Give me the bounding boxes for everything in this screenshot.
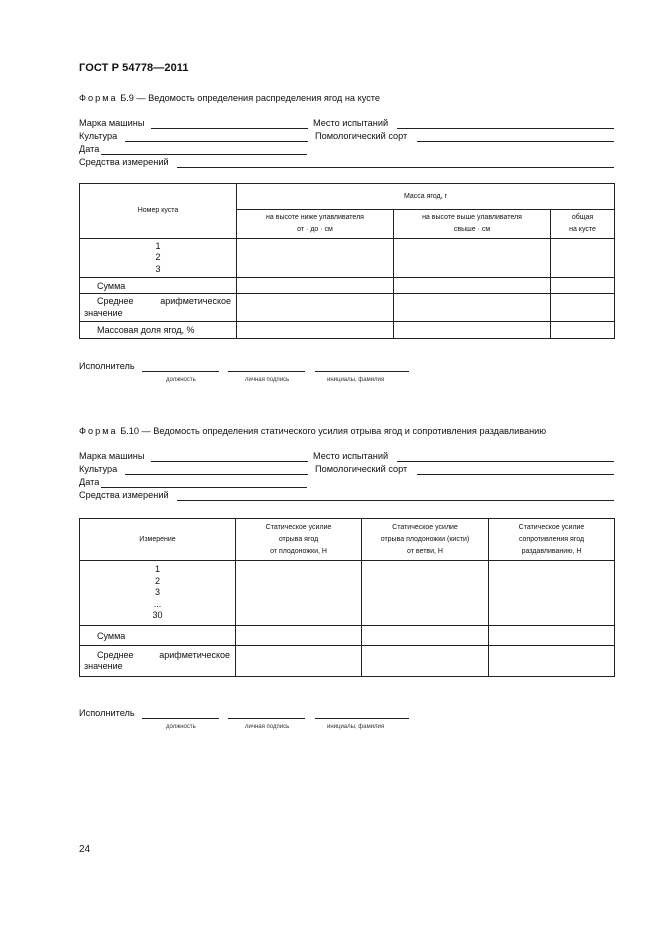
b9-cell-total-mean[interactable] (551, 294, 615, 322)
b10-cell-crush-sum[interactable] (489, 626, 615, 646)
b9-cell-above-sum[interactable] (394, 278, 551, 294)
b9-header-below-line1: на высоте ниже улавливателя (266, 214, 364, 221)
b9-caption-position: должность (166, 377, 196, 383)
form-b9-place-label: Место испытаний (313, 118, 389, 128)
form-b9-row-culture (79, 131, 614, 143)
b9-cell-above-mean[interactable] (394, 294, 551, 322)
b9-row-mass-share: Массовая доля ягод, % (80, 322, 237, 339)
form-b10-row-instruments (79, 490, 614, 502)
table-row (80, 626, 615, 646)
b9-header-total (551, 210, 615, 239)
form-b10-culture-label: Культура (79, 464, 118, 474)
b10-row-num-2: 2 (154, 575, 160, 586)
b10-header-measurement: Измерение (80, 519, 236, 561)
b9-cell-total-sum[interactable] (551, 278, 615, 294)
form-b10-instruments-field[interactable] (177, 490, 614, 501)
table-row (80, 561, 615, 626)
table-row (80, 278, 615, 294)
form-b9-machine-label: Марка машины (79, 118, 145, 128)
b10-header-crush-l3: раздавливанию, Н (521, 547, 582, 555)
form-b10-table (79, 518, 615, 677)
form-b10-instruments-label: Средства измерений (79, 490, 169, 500)
form-b10-place-label: Место испытаний (313, 451, 389, 461)
b10-caption-position: должность (166, 724, 196, 730)
b10-header-force-branch-l1: Статическое усилие (392, 523, 458, 531)
b9-row-mean-word2: арифметическое (160, 296, 231, 306)
b9-signature-field[interactable] (228, 361, 305, 372)
b10-row-num-1: 1 (154, 564, 160, 575)
form-b9-culture-field[interactable] (125, 131, 308, 142)
b10-header-crush-l1: Статическое усилие (518, 523, 585, 531)
b10-cell-crush-mean[interactable] (489, 646, 615, 677)
b9-executor-label: Исполнитель (79, 361, 135, 371)
b10-caption-signature: личная подпись (245, 724, 290, 730)
b9-position-field[interactable] (142, 361, 219, 372)
b9-cell-total-1[interactable] (551, 239, 615, 278)
b9-cell-below-1[interactable] (237, 239, 394, 278)
form-b9-title-text: Б.9 — Ведомость определения распределения ягод на кусте (117, 93, 380, 103)
form-b9-row-date (79, 144, 614, 156)
b9-caption-initials: инициалы, фамилия (327, 377, 385, 383)
b9-row-numbers (80, 239, 237, 278)
b10-row-num-3: 3 (154, 587, 160, 598)
b10-cell-branch-sum[interactable] (362, 626, 489, 646)
b10-header-crush-l2: сопротивления ягод (518, 535, 585, 543)
b9-header-bush-number: Номер куста (80, 184, 237, 239)
b9-row-num-3: 3 (155, 263, 161, 274)
b10-header-force-stalk (236, 519, 362, 561)
form-b9-date-label: Дата (79, 144, 100, 154)
form-b10-machine-label: Марка машины (79, 451, 145, 461)
b10-caption-initials: инициалы, фамилия (327, 724, 385, 730)
b9-header-below-catcher (237, 210, 394, 239)
b9-cell-above-share[interactable] (394, 322, 551, 339)
b9-row-mean-line2: значение (84, 307, 123, 318)
b9-caption-signature: личная подпись (245, 377, 290, 383)
b10-row-mean (80, 646, 236, 677)
b9-cell-below-mean[interactable] (237, 294, 394, 322)
form-b9-row-instruments (79, 157, 614, 169)
form-b9-date-field[interactable] (101, 144, 307, 155)
b9-header-above-line2: свыше · см (453, 226, 491, 233)
b10-row-sum: Сумма (80, 626, 236, 646)
form-b10-row-machine (79, 451, 614, 463)
form-b9-title-prefix: Форма (79, 93, 118, 103)
b10-header-force-stalk-l1: Статическое усилие (265, 523, 332, 531)
b10-row-numbers (80, 561, 236, 626)
form-b10-culture-field[interactable] (125, 464, 308, 475)
b9-row-mean (80, 294, 237, 322)
b10-cell-branch-values[interactable] (362, 561, 489, 626)
form-b9-variety-label: Помологический сорт (315, 131, 408, 141)
b9-row-num-1: 1 (155, 240, 161, 251)
b9-cell-total-share[interactable] (551, 322, 615, 339)
b10-row-mean-word1: Среднее (97, 649, 134, 660)
form-b10-variety-label: Помологический сорт (315, 464, 408, 474)
form-b9-machine-field[interactable] (151, 118, 308, 129)
b9-header-mass-group: Масса ягод, г (237, 184, 615, 210)
page-number: 24 (79, 844, 91, 855)
b10-cell-stalk-values[interactable] (236, 561, 362, 626)
form-b9-place-field[interactable] (397, 118, 614, 129)
b9-row-sum: Сумма (80, 278, 237, 294)
form-b9-culture-label: Культура (79, 131, 118, 141)
form-b10-title (79, 426, 546, 436)
b9-header-total-line2: на кусте (569, 226, 596, 233)
b10-header-force-stalk-l2: отрыва ягод (278, 535, 319, 543)
b9-cell-above-1[interactable] (394, 239, 551, 278)
form-b9-title (79, 93, 380, 103)
b9-initials-field[interactable] (315, 361, 409, 372)
b9-header-above-catcher (394, 210, 551, 239)
b9-row-mean-word1: Среднее (97, 296, 134, 306)
b9-cell-below-share[interactable] (237, 322, 394, 339)
b10-signature-field[interactable] (228, 708, 305, 719)
b10-cell-stalk-sum[interactable] (236, 626, 362, 646)
table-row (80, 322, 615, 339)
b9-header-below-line2: от · до · см (297, 226, 333, 233)
b10-header-force-stalk-l3: от плодоножки, Н (270, 547, 327, 555)
form-b9-variety-field[interactable] (417, 131, 614, 142)
document-header: ГОСТ Р 54778—2011 (79, 62, 189, 74)
form-b10-variety-field[interactable] (417, 464, 614, 475)
b9-header-above-line1: на высоте выше улавливателя (422, 214, 522, 221)
form-b10-date-field[interactable] (101, 477, 307, 488)
form-b9-instruments-label: Средства измерений (79, 157, 169, 167)
b10-header-force-branch-l2: отрыва плодоножки (кисти) (380, 535, 470, 543)
form-b9-instruments-field[interactable] (177, 157, 614, 168)
b10-executor-label: Исполнитель (79, 708, 135, 718)
form-b10-title-prefix: Форма (79, 426, 118, 436)
b10-cell-crush-values[interactable] (489, 561, 615, 626)
b9-cell-below-sum[interactable] (237, 278, 394, 294)
b10-row-mean-line2: значение (84, 661, 123, 671)
form-b10-machine-field[interactable] (151, 451, 308, 462)
form-b10-row-date (79, 477, 614, 489)
b10-row-num-30: 30 (152, 610, 163, 621)
b10-row-num-ellipsis: ... (153, 598, 162, 609)
b9-header-total-line1: общая (571, 214, 594, 221)
form-b10-place-field[interactable] (397, 451, 614, 462)
form-b9-table (79, 183, 615, 339)
b10-header-force-branch (362, 519, 489, 561)
b10-position-field[interactable] (142, 708, 219, 719)
form-b10-row-culture (79, 464, 614, 476)
form-b10-date-label: Дата (79, 477, 100, 487)
b9-row-num-2: 2 (155, 252, 161, 263)
form-b9-row-machine (79, 118, 614, 130)
form-b10-title-text: Б.10 — Ведомость определения статического усилия отрыва ягод и сопротивления раздавливанию (117, 426, 547, 436)
b10-header-crush (489, 519, 615, 561)
table-row (80, 239, 615, 278)
b10-header-force-branch-l3: от ветви, Н (407, 547, 443, 555)
b10-initials-field[interactable] (315, 708, 409, 719)
b10-cell-branch-mean[interactable] (362, 646, 489, 677)
b10-cell-stalk-mean[interactable] (236, 646, 362, 677)
table-row (80, 646, 615, 677)
table-row (80, 294, 615, 322)
b10-row-mean-word2: арифметическое (159, 649, 230, 660)
